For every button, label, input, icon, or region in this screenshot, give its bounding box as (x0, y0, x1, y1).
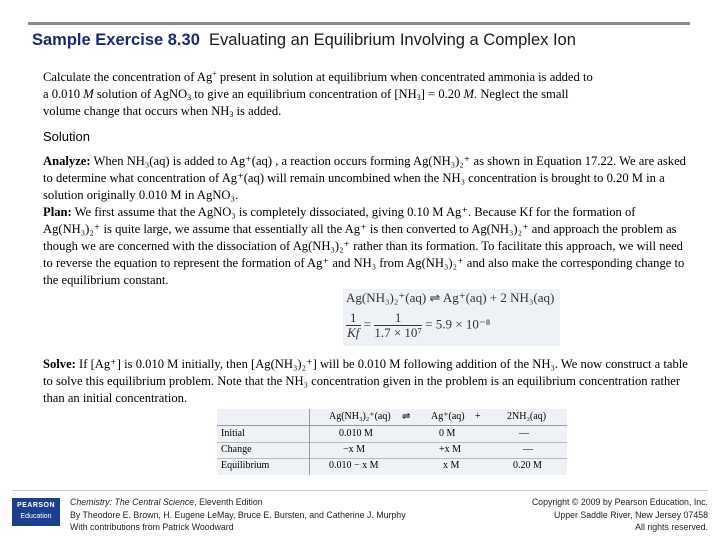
copyright-text: Copyright © 2009 by Pearson Education, Inc. (531, 497, 708, 507)
book-title: Chemistry: The Central Science (70, 497, 195, 507)
table-row (217, 458, 567, 474)
problem-text: is added. (233, 104, 282, 118)
problem-text: Calculate the concentration of Ag (43, 70, 213, 84)
table-cell: +x M (439, 444, 462, 455)
analyze-label: Analyze: (43, 154, 91, 168)
dissociation-equation: Ag(NH₃)₂⁺(aq) ⇌ Ag⁺(aq) + 2 NH₃(aq) (346, 290, 555, 305)
logo-text: Education (20, 513, 52, 520)
table-cell: — (523, 444, 533, 455)
exercise-title: Evaluating an Equilibrium Involving a Complex Ion (209, 31, 576, 49)
solve-block (43, 356, 691, 407)
book-edition: , Eleventh Edition (194, 497, 263, 507)
table-cell: 0 M (439, 428, 456, 439)
problem-text: . Neglect the small (474, 87, 569, 101)
kf-symbol: Kf (347, 325, 360, 340)
column-divider (309, 409, 310, 475)
numerator: 1 (374, 311, 422, 326)
solve-text: If [Ag⁺] is 0.010 M initially, then [Ag(NH₃)₂⁺] will be 0.010 M following addition of the NH₃. We now construct a table to solve this equilibrium problem. Note that the NH₃ concentration given in the problem is an equilibrium concentration rather than an initial concentration. (43, 357, 688, 405)
table-cell: 0.20 M (513, 460, 542, 471)
header-cell: Ag⁺(aq) (431, 411, 465, 422)
plan-text: We first assume that the AgNO₃ is completely dissociated, giving 0.10 M Ag⁺. Because Kf for the formation of Ag(NH₃)₂⁺ is quite large, we assume that essentially all the Ag⁺ is then converted to Ag(NH₃)₂⁺ and approach the problem as though we are concerned with the dissociation of Ag(NH₃)₂⁺ rather than its formation. To facilitate this approach, we will need to reverse the equation to represent the formation of Ag⁺ and NH₃ from Ag(NH₃)₂⁺ and also make the corresponding change to the equilibrium constant. (43, 205, 685, 287)
problem-statement: Calculate the concentration of Ag+ present in solution at equilibrium when concentrated ammonia is added to a 0.010 M solution of AgNO$_3$ to give an equilibrium concentration of $[NH_3] = 0.20$ M. Neglect the small volume change that occurs when $NH_3$ is added. (43, 69, 593, 119)
row-label: Change (221, 444, 252, 455)
problem-text: to give an equilibrium concentration of [NH (191, 87, 417, 101)
logo-text: PEARSON (16, 502, 56, 509)
page-title (32, 31, 576, 50)
table-header (217, 409, 567, 426)
copyright-block (532, 496, 708, 534)
analyze-plan-block (43, 153, 691, 289)
fraction (374, 311, 422, 340)
row-label: Initial (221, 428, 245, 439)
problem-text: present in solution at equilibrium when concentrated ammonia is added to (216, 70, 593, 84)
solution-heading: Solution (43, 129, 90, 144)
header-cell: ⇌ (402, 411, 411, 422)
header-cell: Ag(NH₃)₂⁺(aq) (329, 411, 391, 422)
header-rule (28, 22, 690, 25)
exercise-number: Sample Exercise 8.30 (32, 31, 200, 49)
publisher-address: Upper Saddle River, New Jersey 07458 (553, 509, 708, 520)
row-label: Equilibrium (221, 460, 270, 471)
rights-text: All rights reserved. (635, 522, 708, 532)
analyze-text: When NH₃(aq) is added to Ag⁺(aq) , a reaction occurs forming Ag(NH₃)₂⁺ as shown in Equation 17.22. We are asked to determine what concentration of Ag⁺(aq) will remain uncombined when the NH₃ concentration is brought to 0.20 M in a solution originally 0.010 M in AgNO₃. (43, 154, 686, 202)
ice-table (217, 409, 567, 475)
problem-text: solution of AgNO (93, 87, 188, 101)
header-cell: 2NH₃(aq) (507, 411, 547, 422)
equals-sign: = (363, 316, 372, 332)
book-authors: By Theodore E. Brown, H. Eugene LeMay, Bruce E. Bursten, and Catherine J. Murphy (70, 509, 406, 520)
fraction (346, 311, 361, 340)
book-contributors: With contributions from Patrick Woodward (70, 522, 234, 532)
footer-rule (12, 490, 708, 491)
numerator: 1 (346, 311, 361, 326)
equation-box (343, 289, 560, 346)
table-row (217, 426, 567, 443)
problem-text: ] = 0.20 (420, 87, 464, 101)
denominator: 1.7 × 10⁷ (374, 325, 422, 340)
plan-label: Plan: (43, 205, 72, 219)
table-row (217, 442, 567, 459)
result-value: = 5.9 × 10⁻⁸ (425, 316, 491, 332)
header-cell: + (475, 411, 481, 422)
equilibrium-constant (346, 311, 490, 340)
table-cell: −x M (343, 444, 366, 455)
problem-text: volume change that occurs when NH (43, 104, 230, 118)
problem-text: a 0.010 (43, 87, 84, 101)
solve-label: Solve: (43, 357, 76, 371)
denominator (346, 326, 361, 340)
table-cell: — (519, 428, 529, 439)
table-cell: 0.010 − x M (329, 460, 379, 471)
table-cell: x M (443, 460, 460, 471)
book-credits (70, 496, 406, 534)
table-cell: 0.010 M (339, 428, 373, 439)
pearson-logo (12, 498, 60, 526)
